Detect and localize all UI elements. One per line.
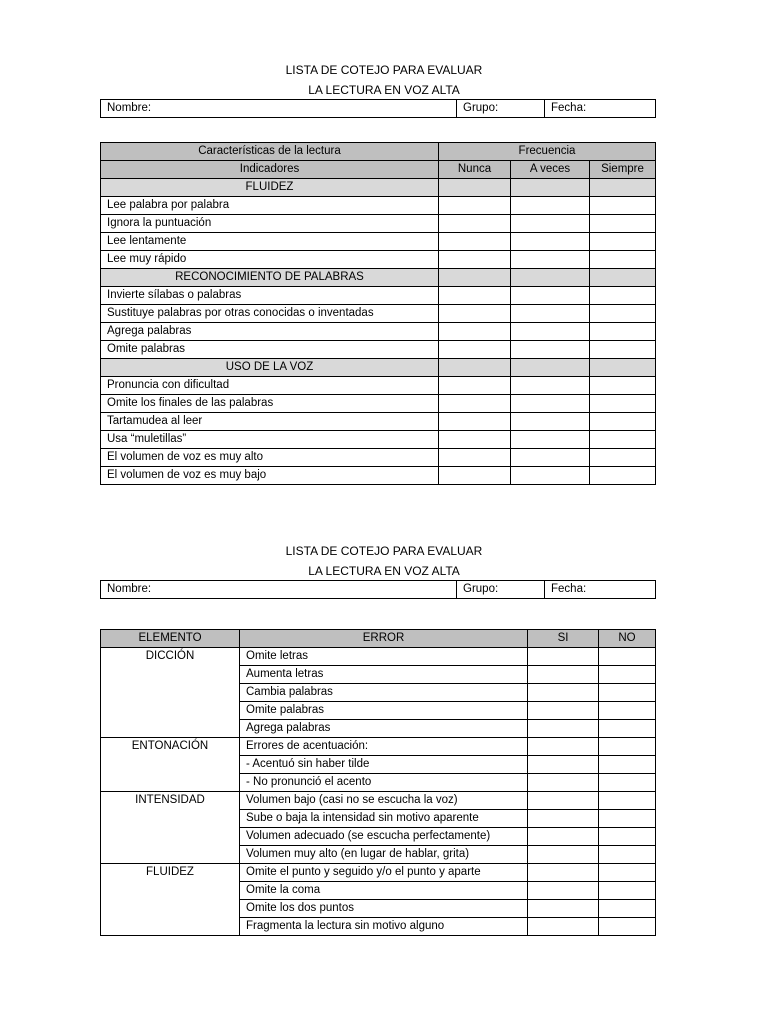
error-label: Errores de acentuación: [240, 738, 528, 756]
check-cell-si[interactable] [528, 648, 599, 666]
header-elemento: ELEMENTO [101, 630, 240, 648]
check-cell-nunca[interactable] [439, 305, 511, 323]
error-label: - Acentuó sin haber tilde [240, 756, 528, 774]
check-cell-a-veces[interactable] [511, 395, 590, 413]
indicator-label: El volumen de voz es muy alto [101, 449, 439, 467]
check-cell-nunca[interactable] [439, 341, 511, 359]
check-cell-nunca[interactable] [439, 413, 511, 431]
check-cell-siempre[interactable] [590, 305, 656, 323]
date-field[interactable]: Fecha: [545, 100, 656, 118]
error-label: - No pronunció el acento [240, 774, 528, 792]
section-header: RECONOCIMIENTO DE PALABRAS [101, 269, 439, 287]
header-no: NO [599, 630, 656, 648]
check-cell-siempre[interactable] [590, 197, 656, 215]
date-field-2[interactable]: Fecha: [545, 581, 656, 599]
element-label: INTENSIDAD [101, 792, 240, 864]
indicator-label: Omite los finales de las palabras [101, 395, 439, 413]
check-cell-a-veces[interactable] [511, 431, 590, 449]
section-header: USO DE LA VOZ [101, 359, 439, 377]
section-header-cell [439, 269, 511, 287]
element-label: FLUIDEZ [101, 864, 240, 936]
error-label: Omite letras [240, 648, 528, 666]
check-cell-si[interactable] [528, 738, 599, 756]
check-cell-si[interactable] [528, 900, 599, 918]
section-header: FLUIDEZ [101, 179, 439, 197]
element-label: ENTONACIÓN [101, 738, 240, 792]
indicator-label: Lee lentamente [101, 233, 439, 251]
header-indicadores: Indicadores [101, 161, 439, 179]
check-cell-a-veces[interactable] [511, 377, 590, 395]
check-cell-a-veces[interactable] [511, 287, 590, 305]
indicator-label: Usa “muletillas” [101, 431, 439, 449]
element-label: DICCIÓN [101, 648, 240, 738]
header-nunca: Nunca [439, 161, 511, 179]
error-label: Cambia palabras [240, 684, 528, 702]
indicator-label: El volumen de voz es muy bajo [101, 467, 439, 485]
error-label: Fragmenta la lectura sin motivo alguno [240, 918, 528, 936]
check-cell-a-veces[interactable] [511, 305, 590, 323]
table-row [101, 395, 656, 413]
check-cell-si[interactable] [528, 918, 599, 936]
check-cell-a-veces[interactable] [511, 215, 590, 233]
check-cell-nunca[interactable] [439, 323, 511, 341]
error-label: Volumen bajo (casi no se escucha la voz) [240, 792, 528, 810]
table-row [101, 738, 656, 756]
table-row [101, 413, 656, 431]
error-label: Volumen muy alto (en lugar de hablar, grita) [240, 846, 528, 864]
title-line2: LA LECTURA EN VOZ ALTA [308, 83, 460, 97]
table-row [101, 377, 656, 395]
table-row [101, 215, 656, 233]
check-cell-nunca[interactable] [439, 395, 511, 413]
header-si: SI [528, 630, 599, 648]
table-row [101, 341, 656, 359]
check-cell-si[interactable] [528, 720, 599, 738]
check-cell-nunca[interactable] [439, 467, 511, 485]
check-cell-siempre[interactable] [590, 395, 656, 413]
indicator-label: Pronuncia con dificultad [101, 377, 439, 395]
indicator-label: Lee muy rápido [101, 251, 439, 269]
check-cell-no[interactable] [599, 756, 656, 774]
section-header-cell [590, 359, 656, 377]
check-cell-no[interactable] [599, 648, 656, 666]
section-header-cell [439, 359, 511, 377]
check-cell-siempre[interactable] [590, 377, 656, 395]
check-cell-siempre[interactable] [590, 449, 656, 467]
check-cell-a-veces[interactable] [511, 251, 590, 269]
check-cell-siempre[interactable] [590, 341, 656, 359]
error-label: Sube o baja la intensidad sin motivo aparente [240, 810, 528, 828]
name-field-2[interactable]: Nombre: [101, 581, 457, 599]
error-label: Omite la coma [240, 882, 528, 900]
check-cell-a-veces[interactable] [511, 197, 590, 215]
title2-line1: LISTA DE COTEJO PARA EVALUAR [285, 544, 483, 558]
check-cell-no[interactable] [599, 864, 656, 882]
error-label: Omite los dos puntos [240, 900, 528, 918]
table-row [101, 197, 656, 215]
table-row [101, 287, 656, 305]
check-cell-si[interactable] [528, 864, 599, 882]
check-cell-nunca[interactable] [439, 287, 511, 305]
check-cell-no[interactable] [599, 720, 656, 738]
header-siempre: Siempre [590, 161, 656, 179]
indicator-label: Tartamudea al leer [101, 413, 439, 431]
check-cell-a-veces[interactable] [511, 341, 590, 359]
header-error: ERROR [240, 630, 528, 648]
check-cell-a-veces[interactable] [511, 233, 590, 251]
check-cell-a-veces[interactable] [511, 323, 590, 341]
table-row [101, 864, 656, 882]
indicator-label: Ignora la puntuación [101, 215, 439, 233]
indicator-label: Invierte sílabas o palabras [101, 287, 439, 305]
check-cell-no[interactable] [599, 846, 656, 864]
section-header-cell [511, 179, 590, 197]
check-cell-siempre[interactable] [590, 233, 656, 251]
title2-line2: LA LECTURA EN VOZ ALTA [308, 564, 460, 578]
group-field-2[interactable]: Grupo: [457, 581, 545, 599]
check-cell-nunca[interactable] [439, 377, 511, 395]
error-label: Volumen adecuado (se escucha perfectamente) [240, 828, 528, 846]
error-label: Aumenta letras [240, 666, 528, 684]
table-row [101, 305, 656, 323]
check-cell-si[interactable] [528, 810, 599, 828]
check-cell-si[interactable] [528, 792, 599, 810]
section-header-cell [511, 269, 590, 287]
section-header-cell [439, 179, 511, 197]
check-cell-no[interactable] [599, 792, 656, 810]
indicator-label: Sustituye palabras por otras conocidas o inventadas [101, 305, 439, 323]
check-cell-no[interactable] [599, 666, 656, 684]
table-row [101, 323, 656, 341]
check-cell-si[interactable] [528, 666, 599, 684]
check-cell-si[interactable] [528, 774, 599, 792]
check-cell-a-veces[interactable] [511, 449, 590, 467]
check-cell-no[interactable] [599, 774, 656, 792]
check-cell-no[interactable] [599, 918, 656, 936]
table-row [101, 449, 656, 467]
check-cell-siempre[interactable] [590, 413, 656, 431]
name-field[interactable]: Nombre: [101, 100, 457, 118]
indicator-label: Omite palabras [101, 341, 439, 359]
header-a-veces: A veces [511, 161, 590, 179]
check-cell-no[interactable] [599, 900, 656, 918]
error-checklist-table [100, 629, 656, 936]
check-cell-nunca[interactable] [439, 449, 511, 467]
check-cell-no[interactable] [599, 738, 656, 756]
check-cell-a-veces[interactable] [511, 413, 590, 431]
check-cell-siempre[interactable] [590, 287, 656, 305]
check-cell-no[interactable] [599, 810, 656, 828]
check-cell-si[interactable] [528, 756, 599, 774]
section-header-cell [590, 179, 656, 197]
check-cell-no[interactable] [599, 828, 656, 846]
header-caracteristicas: Características de la lectura [101, 143, 439, 161]
check-cell-a-veces[interactable] [511, 467, 590, 485]
frequency-checklist-table [100, 142, 656, 485]
check-cell-nunca[interactable] [439, 215, 511, 233]
check-cell-siempre[interactable] [590, 215, 656, 233]
check-cell-si[interactable] [528, 702, 599, 720]
indicator-label: Agrega palabras [101, 323, 439, 341]
section-header-cell [511, 359, 590, 377]
table-row [101, 648, 656, 666]
table-row [101, 251, 656, 269]
group-field[interactable]: Grupo: [457, 100, 545, 118]
table-row [101, 467, 656, 485]
check-cell-nunca[interactable] [439, 197, 511, 215]
table-row [101, 792, 656, 810]
header-frecuencia: Frecuencia [439, 143, 656, 161]
check-cell-siempre[interactable] [590, 467, 656, 485]
check-cell-siempre[interactable] [590, 323, 656, 341]
title-line1: LISTA DE COTEJO PARA EVALUAR [285, 63, 483, 77]
table-row [101, 431, 656, 449]
check-cell-si[interactable] [528, 684, 599, 702]
error-label: Omite palabras [240, 702, 528, 720]
error-label: Omite el punto y seguido y/o el punto y aparte [240, 864, 528, 882]
check-cell-nunca[interactable] [439, 233, 511, 251]
check-cell-no[interactable] [599, 684, 656, 702]
check-cell-no[interactable] [599, 702, 656, 720]
check-cell-no[interactable] [599, 882, 656, 900]
check-cell-siempre[interactable] [590, 431, 656, 449]
table-row [101, 233, 656, 251]
student-info-table-2 [100, 580, 656, 599]
student-info-table [100, 99, 656, 118]
check-cell-nunca[interactable] [439, 251, 511, 269]
error-label: Agrega palabras [240, 720, 528, 738]
check-cell-si[interactable] [528, 828, 599, 846]
indicator-label: Lee palabra por palabra [101, 197, 439, 215]
check-cell-nunca[interactable] [439, 431, 511, 449]
check-cell-siempre[interactable] [590, 251, 656, 269]
check-cell-si[interactable] [528, 882, 599, 900]
section-header-cell [590, 269, 656, 287]
check-cell-si[interactable] [528, 846, 599, 864]
